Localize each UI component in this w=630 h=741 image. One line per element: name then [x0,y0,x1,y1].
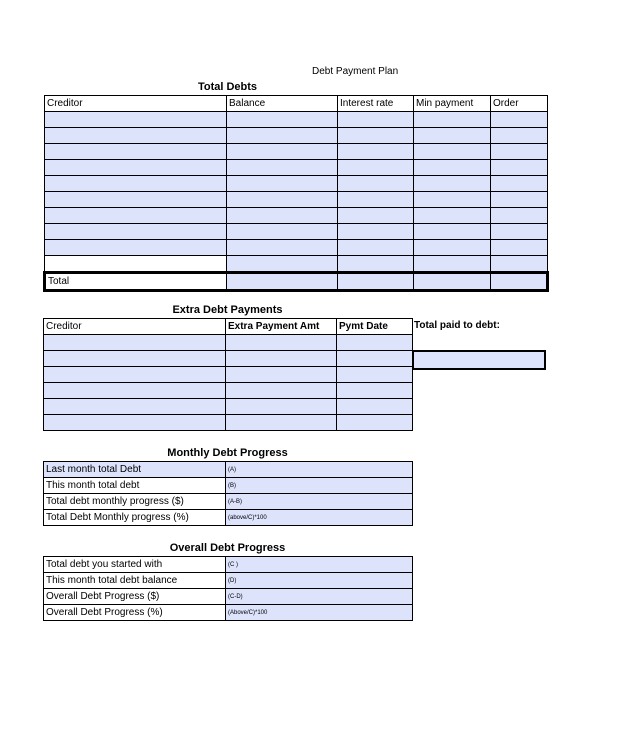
progress-row [44,494,413,510]
header-order: Order [491,96,548,112]
progress-value-cell[interactable]: (D) [226,573,413,589]
progress-value-cell[interactable]: (B) [226,478,413,494]
debt-row [45,208,548,224]
debt-cell[interactable] [338,256,414,273]
debt-cell[interactable] [227,240,338,256]
debt-cell[interactable] [491,192,548,208]
progress-label: Total Debt Monthly progress (%) [44,510,226,526]
header-extra-payment-amt: Extra Payment Amt [226,319,337,335]
progress-value-cell[interactable]: (C ) [226,557,413,573]
debt-cell[interactable] [338,192,414,208]
debt-cell[interactable] [227,160,338,176]
progress-row [44,573,413,589]
debt-cell[interactable] [491,240,548,256]
extra-payment-cell[interactable] [44,351,226,367]
extra-payment-cell[interactable] [44,335,226,351]
debt-row [45,176,548,192]
progress-value-cell[interactable]: (above/C)*100 [226,510,413,526]
progress-row [44,510,413,526]
progress-label: This month total debt [44,478,226,494]
debt-row [45,144,548,160]
debt-cell[interactable] [227,192,338,208]
debt-cell[interactable] [227,208,338,224]
debt-cell[interactable] [414,160,491,176]
total-cell[interactable] [227,273,338,291]
debt-cell[interactable] [414,144,491,160]
extra-payment-cell[interactable] [44,399,226,415]
debt-cell[interactable] [227,176,338,192]
extra-payment-cell[interactable] [44,367,226,383]
extra-payment-cell[interactable] [44,383,226,399]
debt-cell[interactable] [414,256,491,273]
extra-payment-row [44,351,413,367]
debt-cell[interactable] [45,256,227,273]
debt-cell[interactable] [227,112,338,128]
extra-payment-cell[interactable] [226,383,337,399]
debt-row [45,192,548,208]
debt-cell[interactable] [45,208,227,224]
extra-payment-cell[interactable] [44,415,226,431]
debt-row [45,224,548,240]
debt-row [45,240,548,256]
progress-value-cell[interactable]: (A) [226,462,413,478]
total-cell[interactable] [491,273,548,291]
extra-payment-cell[interactable] [226,415,337,431]
header-creditor: Creditor [45,96,227,112]
debt-cell[interactable] [338,224,414,240]
debt-cell[interactable] [338,144,414,160]
progress-label: Last month total Debt [44,462,226,478]
monthly-progress-table [43,461,413,526]
debt-cell[interactable] [414,192,491,208]
header-balance: Balance [227,96,338,112]
extra-payment-cell[interactable] [337,383,413,399]
debt-cell[interactable] [227,128,338,144]
overall-progress-title: Overall Debt Progress [169,542,286,554]
debt-cell[interactable] [45,224,227,240]
debt-cell[interactable] [491,256,548,273]
debt-row [45,256,548,273]
total-label: Total [45,273,227,291]
debt-cell[interactable] [491,160,548,176]
debt-cell[interactable] [45,128,227,144]
total-paid-cell[interactable] [412,350,546,370]
extra-payment-cell[interactable] [337,367,413,383]
debt-total-row [45,273,548,291]
extra-payment-row [44,367,413,383]
progress-row [44,462,413,478]
monthly-progress-title: Monthly Debt Progress [167,447,288,459]
debt-cell[interactable] [338,176,414,192]
debt-cell[interactable] [491,128,548,144]
progress-label: Total debt you started with [44,557,226,573]
header-pymt-date: Pymt Date [337,319,413,335]
overall-progress-table [43,556,413,621]
extra-payments-header-row [44,319,413,335]
extra-payment-cell[interactable] [337,335,413,351]
debt-cell[interactable] [491,112,548,128]
extra-payments-title: Extra Debt Payments [172,304,283,316]
debt-cell[interactable] [45,176,227,192]
extra-payment-cell[interactable] [226,351,337,367]
debt-cell[interactable] [338,240,414,256]
debt-cell[interactable] [338,208,414,224]
extra-payment-cell[interactable] [337,351,413,367]
debt-row [45,112,548,128]
debt-cell[interactable] [491,208,548,224]
debt-cell[interactable] [414,224,491,240]
debt-cell[interactable] [338,128,414,144]
extra-payment-row [44,383,413,399]
extra-payment-row [44,415,413,431]
progress-row [44,589,413,605]
debt-cell[interactable] [227,256,338,273]
extra-payment-cell[interactable] [337,399,413,415]
total-paid-label: Total paid to debt: [414,320,500,331]
progress-row [44,478,413,494]
total-debts-table [43,95,549,292]
debt-cell[interactable] [414,208,491,224]
total-cell[interactable] [338,273,414,291]
debt-cell[interactable] [491,144,548,160]
extra-payments-table [43,318,413,431]
progress-value-cell[interactable]: (Above/C)*100 [226,605,413,621]
header-min-payment: Min payment [414,96,491,112]
extra-payment-cell[interactable] [226,367,337,383]
extra-payment-row [44,335,413,351]
extra-payment-row [44,399,413,415]
debt-row [45,160,548,176]
progress-label: Overall Debt Progress (%) [44,605,226,621]
progress-value-cell[interactable]: (C-D) [226,589,413,605]
debt-cell[interactable] [227,144,338,160]
debt-cell[interactable] [491,224,548,240]
progress-row [44,605,413,621]
debt-cell[interactable] [227,224,338,240]
debt-cell[interactable] [45,240,227,256]
debt-cell[interactable] [45,112,227,128]
debt-cell[interactable] [338,160,414,176]
extra-payment-cell[interactable] [226,335,337,351]
debt-row [45,128,548,144]
total-debts-header-row [45,96,548,112]
debt-cell[interactable] [338,112,414,128]
debt-cell[interactable] [414,240,491,256]
debt-cell[interactable] [45,160,227,176]
progress-label: This month total debt balance [44,573,226,589]
total-cell[interactable] [414,273,491,291]
progress-row [44,557,413,573]
extra-payment-cell[interactable] [226,399,337,415]
debt-cell[interactable] [414,176,491,192]
progress-label: Total debt monthly progress ($) [44,494,226,510]
debt-cell[interactable] [414,112,491,128]
header-interest-rate: Interest rate [338,96,414,112]
debt-cell[interactable] [45,192,227,208]
progress-label: Overall Debt Progress ($) [44,589,226,605]
debt-cell[interactable] [45,144,227,160]
progress-value-cell[interactable]: (A-B) [226,494,413,510]
total-debts-title: Total Debts [197,81,258,93]
document-title: Debt Payment Plan [312,66,399,77]
header-creditor: Creditor [44,319,226,335]
extra-payment-cell[interactable] [337,415,413,431]
debt-cell[interactable] [414,128,491,144]
debt-cell[interactable] [491,176,548,192]
